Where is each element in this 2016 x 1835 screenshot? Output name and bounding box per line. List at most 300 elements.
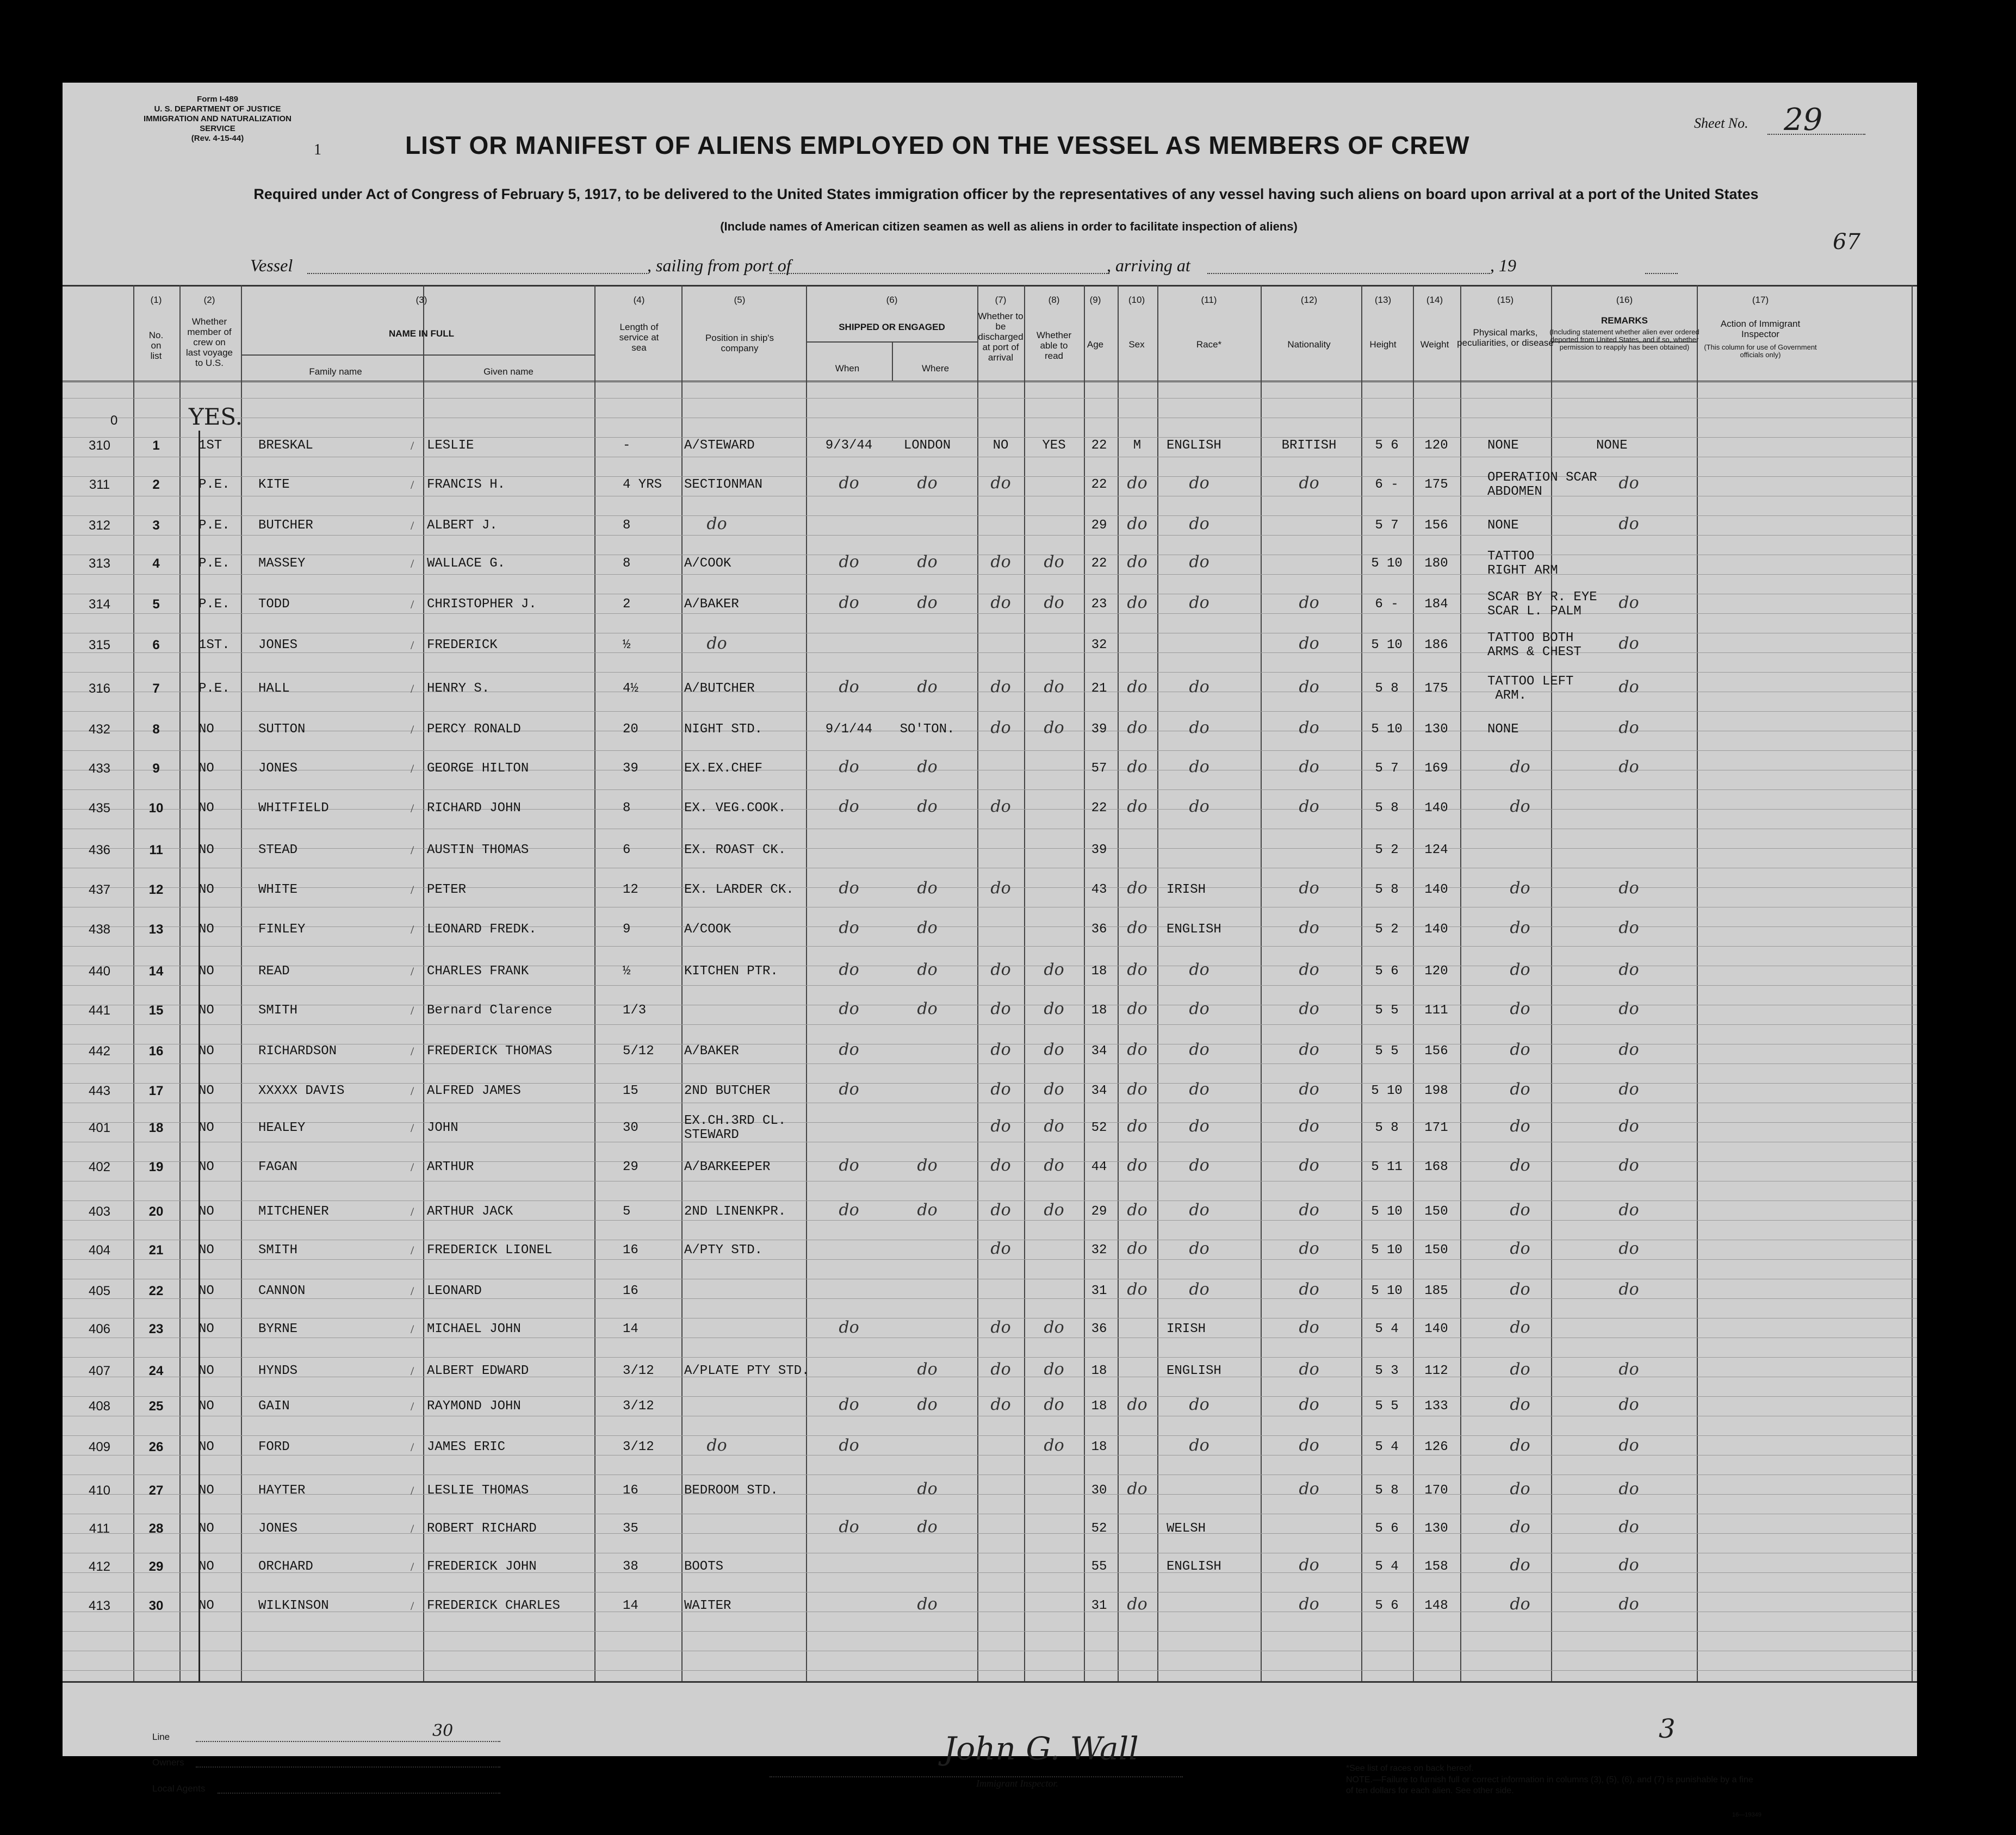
height-cell: 5 4 xyxy=(1375,1440,1399,1454)
able-to-read-cell: do xyxy=(1044,1080,1064,1099)
shipped-when-cell: do xyxy=(839,1318,859,1337)
age-cell: 23 xyxy=(1091,597,1107,612)
column-divider xyxy=(1361,285,1362,1681)
family-name-cell: BUTCHER xyxy=(258,518,313,533)
shipped-when-cell: do xyxy=(839,677,859,696)
race-cell: do xyxy=(1189,1239,1209,1258)
col-6-where-label: Where xyxy=(921,363,950,374)
weight-cell: 133 xyxy=(1424,1399,1448,1414)
shipped-when-cell: do xyxy=(839,999,859,1018)
row-line xyxy=(63,1024,1917,1025)
able-to-read-cell: do xyxy=(1044,960,1064,979)
nationality-cell: do xyxy=(1299,1200,1319,1220)
age-cell: 31 xyxy=(1091,1598,1107,1613)
service-length-cell: 1/3 xyxy=(623,1003,647,1018)
column-divider xyxy=(594,285,596,1681)
race-cell: do xyxy=(1189,1280,1209,1299)
nationality-cell: do xyxy=(1299,918,1319,937)
line-ref-cell: 409 xyxy=(88,1440,111,1454)
previous-voyage-cell: NO xyxy=(199,1084,214,1098)
shipped-where-cell: do xyxy=(917,1360,938,1379)
check-tick: / xyxy=(411,598,414,611)
family-name-cell: HYNDS xyxy=(258,1364,298,1378)
check-tick: / xyxy=(411,1004,414,1017)
line-ref-cell: 312 xyxy=(88,518,111,533)
position-cell: SECTIONMAN xyxy=(684,477,763,492)
discharged-cell: do xyxy=(990,593,1011,612)
sex-cell: M xyxy=(1133,438,1142,453)
service-name: IMMIGRATION AND NATURALIZATION SERVICE xyxy=(144,114,291,133)
physical-marks-cell: do xyxy=(1510,999,1530,1018)
sex-cell: do xyxy=(1127,918,1147,937)
col-1-label: No. on list xyxy=(148,330,164,361)
height-cell: 5 5 xyxy=(1375,1399,1399,1414)
nationality-cell: do xyxy=(1299,1556,1319,1575)
remarks-cell: do xyxy=(1618,677,1639,696)
race-cell: do xyxy=(1189,1156,1209,1175)
line-ref-cell: 412 xyxy=(88,1559,111,1574)
year-field[interactable] xyxy=(1645,273,1678,274)
family-name-cell: JONES xyxy=(258,761,298,776)
race-cell: do xyxy=(1189,960,1209,979)
given-name-cell: FREDERICK JOHN xyxy=(427,1559,537,1574)
list-number-cell: 12 xyxy=(148,882,164,897)
owners-label: Owners xyxy=(152,1757,184,1768)
sex-cell: do xyxy=(1127,797,1147,816)
line-ref-cell: 403 xyxy=(88,1204,111,1219)
age-cell: 31 xyxy=(1091,1284,1107,1298)
shipped-where-cell: do xyxy=(917,552,938,571)
given-name-cell: LEONARD FREDK. xyxy=(427,922,537,937)
shipped-when-cell: do xyxy=(839,797,859,816)
col-2-number: (2) xyxy=(203,295,215,305)
shipped-when-cell: 9/3/44 xyxy=(825,438,873,453)
shipped-when-cell: do xyxy=(839,960,859,979)
weight-cell: 150 xyxy=(1424,1243,1448,1258)
row-line xyxy=(63,789,1917,790)
top-zero-mark: 0 xyxy=(110,413,118,428)
sex-cell: do xyxy=(1127,474,1147,493)
shipped-when-cell: do xyxy=(839,1156,859,1175)
col-16-number: (16) xyxy=(1616,295,1633,305)
sex-cell: do xyxy=(1127,718,1147,737)
sex-cell: do xyxy=(1127,1117,1147,1136)
weight-cell: 168 xyxy=(1424,1160,1448,1174)
sex-cell: do xyxy=(1127,1040,1147,1059)
race-cell: do xyxy=(1189,593,1209,612)
weight-cell: 130 xyxy=(1424,1521,1448,1536)
remarks-cell: do xyxy=(1618,1239,1639,1258)
sex-cell: do xyxy=(1127,514,1147,533)
column-divider xyxy=(1157,285,1158,1681)
nationality-cell: do xyxy=(1299,999,1319,1018)
position-cell: 2ND BUTCHER xyxy=(684,1084,771,1098)
previous-voyage-cell: NO xyxy=(199,922,214,937)
physical-marks-cell: do xyxy=(1510,1080,1530,1099)
table-bottom-border xyxy=(63,1681,1917,1683)
line-ref-cell: 404 xyxy=(88,1243,111,1258)
nationality-cell: do xyxy=(1299,718,1319,737)
height-cell: 5 4 xyxy=(1375,1559,1399,1574)
height-cell: 5 3 xyxy=(1375,1364,1399,1378)
shipped-where-cell: do xyxy=(917,1156,938,1175)
shipped-where-cell: do xyxy=(917,797,938,816)
discharged-cell: do xyxy=(990,1395,1011,1414)
previous-voyage-cell: P.E. xyxy=(199,556,230,571)
shipped-when-cell: do xyxy=(839,1200,859,1220)
weight-cell: 185 xyxy=(1424,1284,1448,1298)
family-name-cell: SMITH xyxy=(258,1243,298,1258)
position-cell: NIGHT STD. xyxy=(684,722,763,737)
column-divider xyxy=(1084,285,1085,1681)
able-to-read-cell: do xyxy=(1044,552,1064,571)
discharged-cell: do xyxy=(990,879,1011,898)
previous-voyage-cell: NO xyxy=(199,1483,214,1498)
service-length-cell: 16 xyxy=(623,1284,638,1298)
family-name-cell: GAIN xyxy=(258,1399,290,1414)
shipped-when-cell: do xyxy=(839,552,859,571)
vessel-label: Vessel xyxy=(250,256,293,275)
col-6-number: (6) xyxy=(886,295,898,305)
previous-voyage-cell: NO xyxy=(199,882,214,897)
position-cell: do xyxy=(706,634,727,653)
line-label: Line xyxy=(152,1732,170,1742)
physical-marks-cell: do xyxy=(1510,879,1530,898)
previous-voyage-cell: NO xyxy=(199,1243,214,1258)
previous-voyage-cell: NO xyxy=(199,761,214,776)
family-name-cell: READ xyxy=(258,964,290,979)
remarks-cell: do xyxy=(1618,757,1639,776)
manifest-sheet xyxy=(63,83,1917,1818)
age-cell: 32 xyxy=(1091,1243,1107,1258)
list-number-cell: 18 xyxy=(148,1121,164,1135)
weight-cell: 175 xyxy=(1424,477,1448,492)
column-divider xyxy=(241,285,242,1681)
discharged-cell: do xyxy=(990,1080,1011,1099)
physical-marks-cell: do xyxy=(1510,1517,1530,1537)
previous-voyage-cell: NO xyxy=(199,1559,214,1574)
weight-cell: 184 xyxy=(1424,597,1448,612)
column-divider xyxy=(1024,285,1025,1681)
col-3-family-label: Family name xyxy=(309,366,362,377)
nationality-cell: do xyxy=(1299,1479,1319,1498)
form-number: Form I-489 xyxy=(197,95,238,104)
age-cell: 32 xyxy=(1091,638,1107,652)
service-length-cell: 4½ xyxy=(623,681,638,696)
service-length-cell: 6 xyxy=(623,843,631,857)
shipped-where-cell: do xyxy=(917,593,938,612)
physical-marks-cell: do xyxy=(1510,960,1530,979)
table-top-border xyxy=(63,285,1917,287)
line-ref-cell: 405 xyxy=(88,1284,111,1298)
service-length-cell: 9 xyxy=(623,922,631,937)
physical-marks-cell: do xyxy=(1510,757,1530,776)
family-name-cell: KITE xyxy=(258,477,290,492)
position-cell: A/BAKER xyxy=(684,597,739,612)
remarks-cell: do xyxy=(1618,1040,1639,1059)
line-value: 30 xyxy=(432,1721,454,1740)
line-ref-cell: 436 xyxy=(88,843,111,857)
service-length-cell: 4 YRS xyxy=(623,477,662,492)
age-cell: 18 xyxy=(1091,1399,1107,1414)
sheet-number: 29 xyxy=(1784,102,1823,138)
nationality-cell: BRITISH xyxy=(1281,438,1337,453)
sex-cell: do xyxy=(1127,757,1147,776)
age-cell: 22 xyxy=(1091,477,1107,492)
able-to-read-cell: YES xyxy=(1042,438,1066,453)
print-code: 16—19349 xyxy=(1732,1812,1761,1818)
line-ref-cell: 411 xyxy=(89,1521,110,1536)
check-tick: / xyxy=(411,439,414,452)
weight-cell: 148 xyxy=(1424,1598,1448,1613)
row-line xyxy=(63,1631,1917,1632)
given-name-cell: FREDERICK xyxy=(427,638,498,652)
column-divider xyxy=(423,285,424,1681)
height-cell: 5 8 xyxy=(1375,1483,1399,1498)
nationality-cell: do xyxy=(1299,1156,1319,1175)
family-name-cell: WHITE xyxy=(258,882,298,897)
table-header-bottom xyxy=(63,381,1917,382)
family-name-cell: JONES xyxy=(258,1521,298,1536)
list-number-cell: 10 xyxy=(148,801,164,816)
position-cell: A/BUTCHER xyxy=(684,681,755,696)
age-cell: 22 xyxy=(1091,438,1107,453)
given-name-cell: JAMES ERIC xyxy=(427,1440,506,1454)
given-name-cell: RAYMOND JOHN xyxy=(427,1399,521,1414)
column-divider xyxy=(1912,285,1913,1681)
position-cell: A/COOK xyxy=(684,922,731,937)
height-cell: 5 11 xyxy=(1371,1160,1403,1174)
check-tick: / xyxy=(411,519,414,532)
page-title: LIST OR MANIFEST OF ALIENS EMPLOYED ON THE VESSEL AS MEMBERS OF CREW xyxy=(405,131,1470,159)
height-cell: 5 7 xyxy=(1375,518,1399,533)
shipped-when-cell: do xyxy=(839,1080,859,1099)
list-number-cell: 6 xyxy=(152,638,160,652)
race-cell: do xyxy=(1189,1395,1209,1414)
previous-voyage-cell: NO xyxy=(199,1160,214,1174)
list-number-cell: 23 xyxy=(148,1322,164,1336)
sailing-port-field[interactable] xyxy=(770,273,1109,274)
local-agents-field[interactable] xyxy=(218,1793,500,1794)
position-cell: do xyxy=(706,1436,727,1455)
weight-cell: 124 xyxy=(1424,843,1448,857)
row-line xyxy=(63,809,1917,810)
discharged-cell: do xyxy=(990,1239,1011,1258)
physical-marks-cell: do xyxy=(1510,797,1530,816)
discharged-cell: NO xyxy=(993,438,1009,453)
fine-note: NOTE.—Failure to furnish full or correct information in columns (3), (5), (6), and (7) is punishable by a fine of ten dollars for each alien. See other side. xyxy=(1346,1775,1753,1795)
discharged-cell: do xyxy=(990,1117,1011,1136)
physical-marks-cell: do xyxy=(1510,1395,1530,1414)
shipped-where-cell: do xyxy=(917,918,938,937)
line-field[interactable] xyxy=(196,1741,500,1742)
physical-marks-cell: do xyxy=(1510,1280,1530,1299)
col-3-given-label: Given name xyxy=(483,366,534,377)
vessel-field[interactable] xyxy=(307,273,647,274)
nationality-cell: do xyxy=(1299,634,1319,653)
row-line xyxy=(63,672,1917,673)
check-tick: / xyxy=(411,1084,414,1098)
inspector-signature: John G. Wall xyxy=(944,1730,1139,1767)
row-line xyxy=(63,946,1917,947)
weight-cell: 171 xyxy=(1424,1121,1448,1135)
discharged-cell: do xyxy=(990,960,1011,979)
line-ref-cell: 407 xyxy=(88,1364,111,1378)
height-cell: 5 6 xyxy=(1375,1521,1399,1536)
previous-voyage-cell: 1ST xyxy=(199,438,222,453)
row-line xyxy=(63,398,1917,399)
col-17-note: (This column for use of Government officials only) xyxy=(1704,343,1817,359)
position-cell: A/BAKER xyxy=(684,1044,739,1059)
age-cell: 34 xyxy=(1091,1044,1107,1059)
service-length-cell: 30 xyxy=(623,1121,638,1135)
department-name: U. S. DEPARTMENT OF JUSTICE xyxy=(154,104,281,114)
line-ref-cell: 413 xyxy=(88,1598,111,1613)
able-to-read-cell: do xyxy=(1044,1436,1064,1455)
weight-cell: 126 xyxy=(1424,1440,1448,1454)
family-name-cell: FAGAN xyxy=(258,1160,298,1174)
col-15-number: (15) xyxy=(1497,295,1514,305)
shipped-where-cell: do xyxy=(917,757,938,776)
sex-cell: do xyxy=(1127,1156,1147,1175)
family-name-cell: BRESKAL xyxy=(258,438,313,453)
arriving-port-field[interactable] xyxy=(1207,273,1490,274)
service-length-cell: 3/12 xyxy=(623,1399,654,1414)
physical-marks-cell: do xyxy=(1510,1040,1530,1059)
nationality-cell: do xyxy=(1299,879,1319,898)
nationality-cell: do xyxy=(1299,1239,1319,1258)
column-divider xyxy=(806,285,807,1681)
sex-cell: do xyxy=(1127,552,1147,571)
shipped-when-cell: do xyxy=(839,593,859,612)
list-number-cell: 20 xyxy=(148,1204,164,1219)
race-cell: do xyxy=(1189,999,1209,1018)
weight-cell: 140 xyxy=(1424,801,1448,816)
line-ref-cell: 408 xyxy=(88,1399,111,1414)
remarks-cell: do xyxy=(1618,593,1639,612)
shipped-when-cell: 9/1/44 xyxy=(825,722,873,737)
position-cell: A/COOK xyxy=(684,556,731,571)
physical-marks-cell: TATTOO RIGHT ARM xyxy=(1487,549,1558,578)
mark-one: 1 xyxy=(314,141,321,158)
remarks-cell: do xyxy=(1618,1117,1639,1136)
check-tick: / xyxy=(411,1160,414,1174)
given-name-cell: LEONARD xyxy=(427,1284,482,1298)
previous-voyage-cell: NO xyxy=(199,1322,214,1336)
physical-marks-cell: NONE xyxy=(1487,518,1519,533)
given-name-cell: FREDERICK THOMAS xyxy=(427,1044,553,1059)
check-tick: / xyxy=(411,923,414,936)
subcolumn-divider xyxy=(892,341,893,381)
col-16-note: (Including statement whether alien ever ordered deported from United States, and if so, whether permission to reapply has been obtained) xyxy=(1549,328,1699,351)
col-4-label: Length of service at sea xyxy=(619,322,659,353)
physical-marks-cell: SCAR BY R. EYE SCAR L. PALM xyxy=(1487,590,1597,619)
weight-cell: 180 xyxy=(1424,556,1448,571)
sex-cell: do xyxy=(1127,999,1147,1018)
shipped-where-cell: do xyxy=(917,879,938,898)
able-to-read-cell: do xyxy=(1044,1395,1064,1414)
check-tick: / xyxy=(411,1322,414,1336)
physical-marks-cell: do xyxy=(1510,918,1530,937)
nationality-cell: do xyxy=(1299,474,1319,493)
line-ref-cell: 435 xyxy=(88,801,111,816)
column-divider xyxy=(1118,285,1119,1681)
discharged-cell: do xyxy=(990,552,1011,571)
sex-cell: do xyxy=(1127,1280,1147,1299)
col-7-number: (7) xyxy=(995,295,1007,305)
age-cell: 57 xyxy=(1091,761,1107,776)
sheet-number-underline xyxy=(1767,134,1865,135)
family-name-cell: WHITFIELD xyxy=(258,801,329,816)
pen-mark-line xyxy=(199,431,200,1681)
shipped-where-cell: do xyxy=(917,1395,938,1414)
given-name-cell: LESLIE THOMAS xyxy=(427,1483,529,1498)
family-name-cell: MITCHENER xyxy=(258,1204,329,1219)
col-13-label: Height xyxy=(1369,339,1397,350)
list-number-cell: 29 xyxy=(148,1559,164,1574)
check-tick: / xyxy=(411,638,414,652)
line-ref-cell: 311 xyxy=(89,477,110,492)
service-length-cell: 2 xyxy=(623,597,631,612)
col-1-number: (1) xyxy=(150,295,162,305)
able-to-read-cell: do xyxy=(1044,1040,1064,1059)
col-2-label: Whether member of crew on last voyage to U.S. xyxy=(186,316,233,368)
shipped-when-cell: do xyxy=(839,1517,859,1537)
col-12-label: Nationality xyxy=(1287,339,1331,350)
line-ref-cell: 440 xyxy=(88,964,111,979)
row-line xyxy=(63,750,1917,751)
given-name-cell: WALLACE G. xyxy=(427,556,506,571)
given-name-cell: ROBERT RICHARD xyxy=(427,1521,537,1536)
family-name-cell: STEAD xyxy=(258,843,298,857)
shipped-when-cell: do xyxy=(839,1395,859,1414)
family-name-cell: HEALEY xyxy=(258,1121,306,1135)
weight-cell: 150 xyxy=(1424,1204,1448,1219)
able-to-read-cell: do xyxy=(1044,718,1064,737)
family-name-cell: HALL xyxy=(258,681,290,696)
nationality-cell: do xyxy=(1299,1595,1319,1614)
family-name-cell: XXXXX DAVIS xyxy=(258,1084,345,1098)
family-name-cell: TODD xyxy=(258,597,290,612)
col-6-label: SHIPPED OR ENGAGED xyxy=(839,322,945,332)
nationality-cell: do xyxy=(1299,1318,1319,1337)
weight-cell: 158 xyxy=(1424,1559,1448,1574)
list-number-cell: 1 xyxy=(152,438,160,453)
position-cell: EX.EX.CHEF xyxy=(684,761,763,776)
col-5-number: (5) xyxy=(734,295,746,305)
page-subtitle: Required under Act of Congress of February 5, 1917, to be delivered to the United States immigration officer by the representatives of any vessel having such aliens on board upon arrival at a port of the United States xyxy=(253,186,1759,202)
service-length-cell: 8 xyxy=(623,801,631,816)
service-length-cell: 14 xyxy=(623,1322,638,1336)
col-11-number: (11) xyxy=(1201,295,1217,305)
remarks-cell: do xyxy=(1618,1360,1639,1379)
list-number-cell: 8 xyxy=(152,722,160,737)
age-cell: 22 xyxy=(1091,801,1107,816)
col-14-number: (14) xyxy=(1426,295,1443,305)
age-cell: 29 xyxy=(1091,518,1107,533)
owners-field[interactable] xyxy=(196,1766,500,1768)
col-17-number: (17) xyxy=(1752,295,1769,305)
discharged-cell: do xyxy=(990,797,1011,816)
previous-voyage-cell: NO xyxy=(199,1284,214,1298)
height-cell: 5 6 xyxy=(1375,438,1399,453)
list-number-cell: 4 xyxy=(152,556,160,571)
nationality-cell: do xyxy=(1299,1280,1319,1299)
check-tick: / xyxy=(411,1243,414,1257)
height-cell: 5 2 xyxy=(1375,843,1399,857)
age-cell: 18 xyxy=(1091,964,1107,979)
race-cell: WELSH xyxy=(1167,1521,1206,1536)
